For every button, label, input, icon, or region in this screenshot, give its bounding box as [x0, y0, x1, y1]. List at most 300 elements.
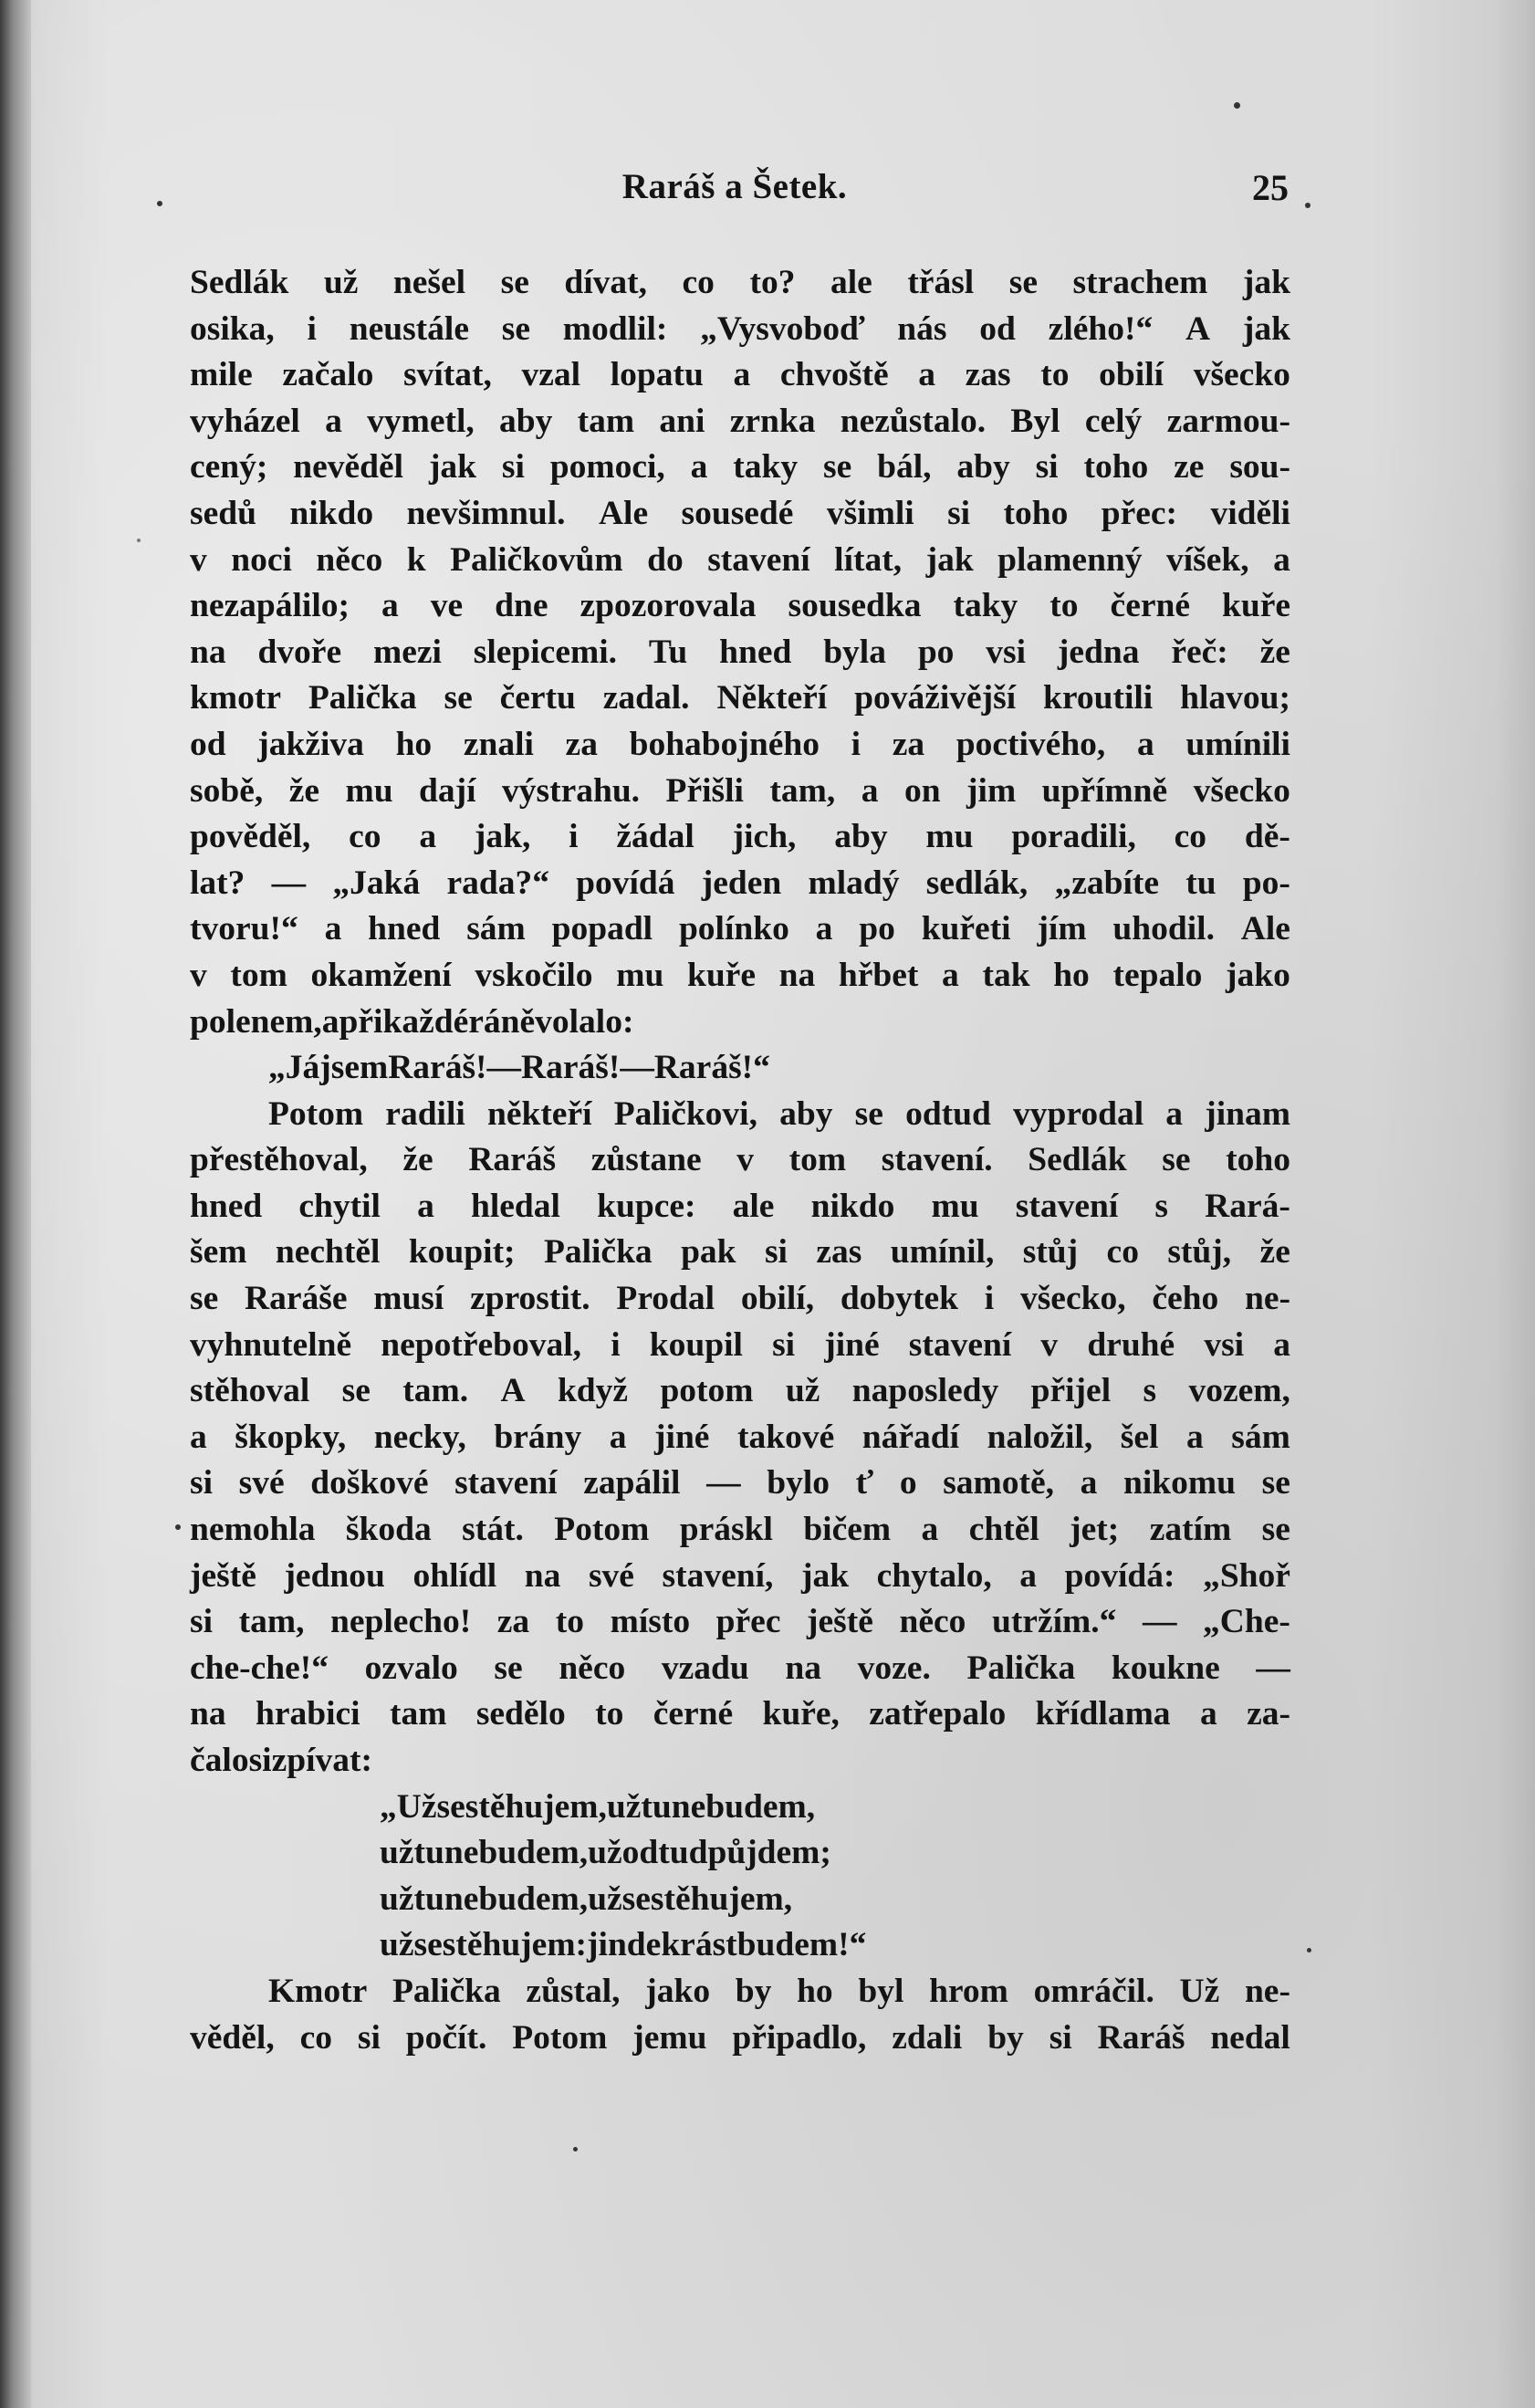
- word: se: [190, 1280, 219, 1318]
- word: osika,: [190, 309, 275, 348]
- scan-speck: [1307, 1948, 1311, 1953]
- word: po-: [1242, 864, 1290, 902]
- word: ohlídl: [412, 1556, 497, 1595]
- word: nevěděl: [293, 448, 404, 487]
- word: byla: [823, 633, 886, 671]
- word: tam,: [238, 1603, 305, 1641]
- word: a: [1199, 1695, 1217, 1733]
- word: aby: [499, 402, 553, 440]
- word: co: [682, 264, 715, 301]
- word: stavení: [454, 1464, 558, 1502]
- word: vyházel: [190, 402, 300, 440]
- word: ho: [797, 1972, 833, 2010]
- word: zarmou-: [1166, 402, 1290, 440]
- word: obilí: [1099, 356, 1164, 394]
- word: černé: [1110, 587, 1190, 625]
- scan-speck: [573, 2147, 578, 2151]
- word: hrom: [929, 1972, 1008, 2010]
- word: na: [778, 956, 816, 994]
- word: stěhujem,: [650, 1879, 793, 1918]
- word: ale: [830, 264, 872, 301]
- word: za-: [1247, 1695, 1290, 1733]
- word: odtud: [905, 1094, 991, 1133]
- word: jak: [800, 1556, 850, 1595]
- text-line: [190, 1045, 1290, 1092]
- word: všecko,: [1019, 1280, 1126, 1318]
- word: stavení: [1015, 1187, 1119, 1225]
- word: sedlák,: [925, 864, 1029, 902]
- word: se: [413, 1926, 443, 1964]
- text-line: [190, 260, 1290, 307]
- word: dě-: [1244, 818, 1290, 856]
- word: sám: [1231, 1418, 1290, 1456]
- word: a: [419, 818, 437, 856]
- word: tepalo: [1112, 956, 1203, 994]
- word: chvoště: [779, 356, 889, 394]
- word: to?: [749, 264, 796, 301]
- word: čalo: [190, 1742, 249, 1779]
- word: šel: [1120, 1418, 1159, 1456]
- word: celý: [1084, 402, 1143, 440]
- word: —: [1256, 1649, 1290, 1687]
- word: a: [417, 1187, 434, 1225]
- word: Raráš: [468, 1141, 557, 1179]
- word: nechtěl: [275, 1233, 381, 1272]
- word: a: [381, 587, 399, 625]
- word: popadl: [551, 910, 653, 948]
- word: žádal: [616, 818, 694, 856]
- word: někteří: [486, 1094, 592, 1133]
- word: černé: [653, 1695, 734, 1733]
- word: to: [555, 1603, 585, 1641]
- word: své: [238, 1464, 285, 1502]
- word: vozem,: [1188, 1372, 1290, 1410]
- word: zlého!“: [1048, 309, 1154, 348]
- word: že: [402, 1141, 433, 1179]
- word: hřbet: [838, 956, 919, 994]
- word: zpozorovala: [580, 587, 757, 625]
- word: mu: [931, 1187, 979, 1225]
- word: chytalo,: [876, 1556, 992, 1595]
- word: nikdo: [810, 1187, 895, 1225]
- word: nebudem,: [444, 1879, 589, 1918]
- word: nikdo: [289, 494, 374, 532]
- word: taky: [953, 587, 1018, 625]
- word: si: [1049, 2018, 1072, 2057]
- word: bohabojného: [629, 725, 820, 763]
- word: si: [190, 1464, 214, 1502]
- text-line: [190, 1507, 1290, 1554]
- word: jemu: [632, 2018, 707, 2057]
- word: stát.: [462, 1511, 524, 1549]
- word: si: [501, 448, 525, 487]
- text-line: [190, 1969, 1290, 2015]
- page-header: [183, 166, 1287, 230]
- word: tam.: [402, 1372, 469, 1410]
- word: na: [190, 1695, 226, 1733]
- scan-speck: [1305, 203, 1310, 208]
- word: k: [406, 540, 426, 579]
- word: tam: [577, 402, 635, 440]
- word: a: [609, 1418, 627, 1456]
- word: vzal: [521, 356, 581, 394]
- word: sedělo: [475, 1695, 566, 1733]
- word: stavení,: [662, 1556, 774, 1595]
- word: jiné: [824, 1325, 880, 1364]
- word: se: [854, 1094, 883, 1133]
- word: Palička: [966, 1649, 1076, 1687]
- word: a: [815, 910, 833, 948]
- word: budem!“: [736, 1926, 867, 1964]
- word: když: [557, 1372, 629, 1410]
- word: se: [436, 1787, 465, 1826]
- word: třásl: [907, 264, 975, 301]
- word: upřímně: [1041, 771, 1168, 810]
- word: rada?“: [446, 864, 549, 902]
- word: tam: [389, 1695, 447, 1733]
- word: Rará-: [1205, 1187, 1290, 1225]
- word: polenem,: [190, 1002, 322, 1041]
- word: už: [785, 1372, 820, 1410]
- word: že: [1259, 633, 1290, 671]
- word: v: [190, 956, 207, 994]
- word: mu: [925, 818, 974, 856]
- word: zadal.: [602, 679, 690, 717]
- text-line: [190, 1184, 1290, 1230]
- word: jinde: [587, 1926, 662, 1964]
- word: si: [248, 1742, 272, 1779]
- word: to: [1040, 356, 1070, 394]
- word: že: [288, 771, 319, 810]
- word: přec:: [1101, 494, 1178, 532]
- scan-speck: [137, 539, 141, 542]
- word: Paličkovi,: [613, 1094, 757, 1133]
- word: Raráše: [245, 1280, 348, 1318]
- word: do: [647, 540, 684, 579]
- word: obilí,: [740, 1280, 815, 1318]
- word: noci: [231, 540, 292, 579]
- word: poctivého,: [955, 725, 1106, 763]
- text-line: [190, 1415, 1290, 1461]
- word: jich,: [732, 818, 797, 856]
- word: sobě,: [190, 771, 264, 810]
- word: naposledy: [851, 1372, 999, 1410]
- word: slepicemi.: [473, 633, 618, 671]
- word: i: [307, 309, 317, 348]
- page-number: 25: [1252, 167, 1289, 208]
- word: koukne: [1111, 1649, 1220, 1687]
- word: co: [1174, 818, 1207, 856]
- word: jím: [1037, 910, 1087, 948]
- word: che-che!“: [190, 1649, 329, 1687]
- word: se: [822, 448, 852, 487]
- scan-speck: [157, 201, 162, 206]
- word: na: [524, 1556, 561, 1595]
- word: i: [984, 1280, 995, 1318]
- word: stěhoval: [190, 1372, 310, 1410]
- word: —: [1142, 1603, 1177, 1641]
- word: musí: [373, 1280, 444, 1318]
- word: modlil:: [562, 309, 668, 348]
- text-line: [190, 583, 1290, 630]
- word: dvoře: [257, 633, 342, 671]
- word: potom: [660, 1372, 754, 1410]
- word: nevšimnul.: [406, 494, 566, 532]
- word: tvoru!“: [190, 910, 298, 948]
- word: okamžení: [310, 956, 452, 994]
- word: víšek,: [1166, 540, 1249, 579]
- word: svítat,: [402, 356, 492, 394]
- word: nezapálilo;: [190, 587, 350, 625]
- word: s: [1154, 1187, 1169, 1225]
- word: vyhnutelně: [190, 1325, 352, 1364]
- word: ho: [1053, 956, 1090, 994]
- word: přijel: [1030, 1372, 1112, 1410]
- word: ť: [855, 1464, 874, 1502]
- text-line: [190, 675, 1290, 722]
- word: hlavou;: [1180, 679, 1290, 717]
- word: dne: [495, 587, 548, 625]
- word: necky,: [373, 1418, 466, 1456]
- word: se: [1162, 1141, 1191, 1179]
- word: a: [1185, 1418, 1204, 1456]
- word: ze: [1174, 448, 1205, 487]
- word: po: [859, 910, 895, 948]
- word: toho: [1226, 1141, 1290, 1179]
- word: od: [979, 309, 1016, 348]
- word: se: [1261, 1511, 1290, 1549]
- word: —: [620, 1049, 654, 1087]
- word: jinam: [1205, 1094, 1290, 1133]
- word: aby: [834, 818, 888, 856]
- word: kuře: [1221, 587, 1290, 625]
- word: zdali: [892, 2018, 963, 2057]
- word: poradili,: [1011, 818, 1136, 856]
- word: s: [1143, 1372, 1157, 1410]
- word: přestěhoval,: [190, 1141, 368, 1179]
- word: Palička: [392, 1972, 501, 2010]
- word: ve: [430, 587, 464, 625]
- word: zůstal,: [526, 1972, 621, 2010]
- word: povídá:: [1064, 1556, 1175, 1595]
- text-line: [190, 953, 1290, 1000]
- word: jako: [645, 1972, 711, 2010]
- text-line: [190, 1738, 1290, 1785]
- text-line: [190, 1599, 1290, 1646]
- word: viděli: [1210, 494, 1290, 532]
- word: a: [190, 1418, 207, 1456]
- word: jeden: [701, 864, 782, 902]
- word: —: [706, 1464, 741, 1502]
- word: on: [903, 771, 941, 810]
- word: přec: [715, 1603, 781, 1641]
- word: jim: [966, 771, 1017, 810]
- word: nedal: [1210, 2018, 1290, 2057]
- word: ozvalo: [364, 1649, 458, 1687]
- body-text: [190, 260, 1290, 2061]
- word: —: [271, 864, 307, 902]
- word: vyprodal: [1013, 1094, 1144, 1133]
- word: Potom: [268, 1094, 364, 1133]
- word: při: [339, 1002, 383, 1041]
- word: ráně: [468, 1002, 536, 1041]
- text-line: [190, 1691, 1290, 1738]
- word: čertu: [499, 679, 576, 717]
- word: „zabíte: [1054, 864, 1159, 902]
- word: se: [500, 264, 529, 301]
- word: stavení.: [881, 1141, 993, 1179]
- word: ne-: [1244, 1280, 1290, 1318]
- word: a: [690, 448, 708, 487]
- word: nás: [897, 309, 947, 348]
- word: Prodal: [616, 1280, 715, 1318]
- word: umínil,: [890, 1233, 995, 1272]
- word: Přišli: [665, 771, 744, 810]
- word: a: [942, 956, 959, 994]
- word: i: [611, 1325, 621, 1364]
- word: zapálil: [583, 1464, 681, 1502]
- word: něco: [899, 1603, 966, 1641]
- word: v: [1040, 1325, 1059, 1364]
- word: aby: [956, 448, 1010, 487]
- word: kuřeti: [921, 910, 1011, 948]
- word: každé: [382, 1002, 469, 1041]
- text-line: [190, 769, 1290, 815]
- text-line: [190, 1877, 1290, 1923]
- word: a: [733, 356, 751, 394]
- word: doškové: [310, 1464, 429, 1502]
- word: tam,: [769, 771, 836, 810]
- word: Potom: [554, 1511, 650, 1549]
- word: věděl,: [190, 2018, 275, 2057]
- word: nářadí: [861, 1418, 960, 1456]
- word: už: [588, 1834, 622, 1872]
- text-line: [190, 1554, 1290, 1600]
- word: si: [190, 1603, 214, 1641]
- word: voze.: [857, 1649, 931, 1687]
- word: samotě,: [943, 1464, 1055, 1502]
- text-line: [190, 1092, 1290, 1138]
- word: koupil: [649, 1325, 743, 1364]
- word: práskl: [679, 1511, 773, 1549]
- word: si: [1035, 448, 1059, 487]
- word: mezi: [372, 633, 442, 671]
- word: sám: [466, 910, 526, 948]
- word: tom: [788, 1141, 847, 1179]
- word: neustále: [349, 309, 469, 348]
- word: už: [380, 1834, 414, 1872]
- word: dobytek: [840, 1280, 959, 1318]
- word: Už: [1179, 1972, 1220, 2010]
- word: toho: [1003, 494, 1069, 532]
- word: plamenný: [997, 540, 1143, 579]
- word: kupce:: [597, 1187, 696, 1225]
- word: tu: [641, 1787, 672, 1826]
- word: všimli: [826, 494, 914, 532]
- word: stěhujem,: [465, 1787, 607, 1826]
- word: bál,: [877, 448, 932, 487]
- word: se: [341, 1372, 371, 1410]
- text-line: [190, 906, 1290, 953]
- word: kuře: [686, 956, 756, 994]
- text-line: [190, 1137, 1290, 1184]
- word: volalo:: [535, 1002, 634, 1041]
- word: hrabici: [255, 1695, 360, 1733]
- word: Kmotr: [268, 1972, 368, 2010]
- word: co: [349, 818, 381, 856]
- word: stavení: [707, 540, 810, 579]
- text-line: [190, 445, 1290, 491]
- word: Ale: [598, 494, 649, 532]
- word: vsi: [1204, 1325, 1245, 1364]
- word: lopatu: [610, 356, 704, 394]
- word: si: [772, 1325, 796, 1364]
- word: lat?: [190, 864, 245, 902]
- word: co: [1106, 1233, 1139, 1272]
- word: v: [736, 1141, 754, 1179]
- word: sou-: [1229, 448, 1290, 487]
- word: ale: [732, 1187, 775, 1225]
- word: jak: [1242, 264, 1290, 301]
- word: krást: [661, 1926, 737, 1964]
- word: řeč:: [1171, 633, 1228, 671]
- scan-speck: [1234, 102, 1240, 109]
- word: ani: [659, 402, 705, 440]
- word: pováživější: [854, 679, 1017, 717]
- word: Někteří: [716, 679, 828, 717]
- word: mladý: [808, 864, 900, 902]
- word: taky: [733, 448, 799, 487]
- word: vskočilo: [475, 956, 593, 994]
- word: to: [595, 1695, 624, 1733]
- word: „Jaká: [332, 864, 421, 902]
- word: stůj: [1022, 1233, 1079, 1272]
- word: a: [921, 1511, 939, 1549]
- word: jet;: [1070, 1511, 1120, 1549]
- word: Raráš!: [388, 1049, 487, 1087]
- word: jednou: [284, 1556, 385, 1595]
- word: se: [1008, 264, 1038, 301]
- word: hned: [368, 910, 441, 948]
- word: ještě: [807, 1603, 873, 1641]
- text-line: [190, 538, 1290, 584]
- scan-speck: [175, 1524, 181, 1530]
- word: si: [947, 494, 971, 532]
- word: dívat,: [564, 264, 648, 301]
- word: už: [323, 264, 359, 301]
- word: nemohla: [190, 1511, 316, 1549]
- word: odtud: [621, 1834, 708, 1872]
- word: tom: [230, 956, 287, 994]
- word: chtěl: [968, 1511, 1039, 1549]
- word: umínili: [1185, 725, 1290, 763]
- word: počít.: [405, 2018, 487, 2057]
- running-title: Raráš a Šetek.: [621, 167, 848, 206]
- word: radili: [385, 1094, 465, 1133]
- word: se: [501, 309, 531, 348]
- word: bičem: [803, 1511, 892, 1549]
- word: půjdem;: [707, 1834, 831, 1872]
- word: nezůstalo.: [840, 402, 987, 440]
- word: Raráš!“: [653, 1049, 770, 1087]
- word: a: [321, 1002, 339, 1041]
- word: se: [444, 679, 473, 717]
- word: „Já: [268, 1049, 320, 1087]
- word: na: [785, 1649, 821, 1687]
- word: už: [606, 1787, 642, 1826]
- word: škopky,: [235, 1418, 347, 1456]
- word: mu: [616, 956, 664, 994]
